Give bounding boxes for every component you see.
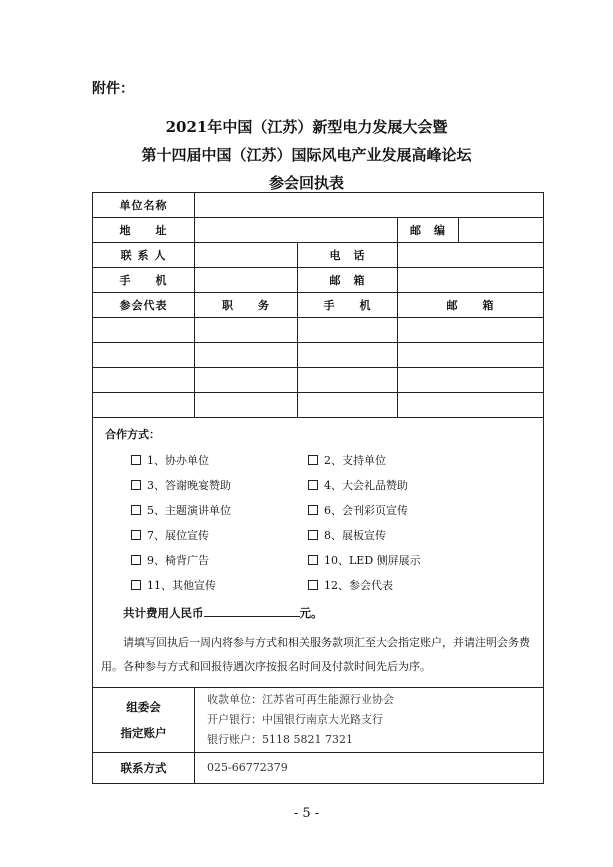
form-title: 参会回执表 (268, 174, 344, 192)
option-delegate[interactable] (308, 577, 508, 593)
option-label: 9、椅背广告 (147, 554, 209, 567)
checkbox-icon[interactable] (131, 530, 141, 540)
mobile-field[interactable] (195, 268, 298, 293)
address-label: 地 址 (93, 218, 195, 243)
option-other[interactable] (131, 577, 308, 593)
option-label: 10、LED 侧屏展示 (324, 554, 421, 567)
checkbox-icon[interactable] (308, 480, 318, 490)
account-label-line-2: 指定账户 (120, 726, 167, 740)
option-co-organizer[interactable] (131, 452, 308, 468)
option-label: 2、支持单位 (324, 454, 386, 467)
attachment-label: 附件： (92, 81, 134, 97)
checkbox-icon[interactable] (308, 455, 318, 465)
option-label: 6、会刊彩页宣传 (324, 504, 408, 517)
contact-person-label: 联 系 人 (93, 243, 195, 268)
mobile-label: 手 机 (93, 268, 195, 293)
registration-form (92, 192, 544, 784)
cooperation-title: 合作方式： (105, 428, 160, 441)
rep-name-field[interactable] (93, 393, 195, 418)
account-label-line-1: 组委会 (126, 700, 161, 714)
rep-position-field[interactable] (195, 343, 298, 368)
contact-person-field[interactable] (195, 243, 298, 268)
total-fee (123, 605, 543, 621)
fee-prefix: 共计费用人民币 (123, 606, 204, 620)
option-label: 11、其他宣传 (147, 579, 216, 592)
rep-header: 参会代表 (93, 293, 195, 318)
fee-suffix: 元。 (299, 606, 323, 620)
fee-amount-field[interactable] (204, 605, 300, 617)
address-field[interactable] (195, 218, 398, 243)
email-label: 邮 箱 (298, 268, 398, 293)
contact-value: 025-66772379 (195, 753, 544, 784)
title-line-1: 2021年中国（江苏）新型电力发展大会暨 (165, 118, 448, 136)
rep-mobile-field[interactable] (298, 393, 398, 418)
rep-email-field[interactable] (398, 368, 544, 393)
payment-note: 请填写回执后一周内将参与方式和相关服务款项汇至大会指定账户，并请注明会务费用。各种参与方式和回报待遇次序按报名时间及付款时间先后为序。 (101, 636, 530, 673)
option-led-screen[interactable] (308, 552, 508, 568)
rep-email-field[interactable] (398, 393, 544, 418)
option-display-board[interactable] (308, 527, 508, 543)
rep-mobile-header: 手 机 (298, 293, 398, 318)
title-line-2: 第十四届中国（江苏）国际风电产业发展高峰论坛 (141, 146, 472, 164)
rep-name-field[interactable] (93, 368, 195, 393)
phone-field[interactable] (398, 243, 544, 268)
checkbox-icon[interactable] (131, 555, 141, 565)
position-header: 职 务 (195, 293, 298, 318)
option-keynote[interactable] (131, 502, 308, 518)
checkbox-icon[interactable] (308, 580, 318, 590)
checkbox-icon[interactable] (131, 505, 141, 515)
unit-name-label: 单位名称 (93, 193, 195, 218)
bank-name: 开户银行：中国银行南京大光路支行 (207, 713, 383, 726)
rep-position-field[interactable] (195, 318, 298, 343)
checkbox-icon[interactable] (131, 480, 141, 490)
option-label: 12、参会代表 (324, 579, 393, 592)
contact-label: 联系方式 (93, 753, 195, 784)
account-details (195, 688, 544, 753)
unit-name-field[interactable] (195, 193, 544, 218)
option-label: 7、展位宣传 (147, 529, 209, 542)
rep-email-header: 邮 箱 (398, 293, 544, 318)
option-supporter[interactable] (308, 452, 508, 468)
rep-position-field[interactable] (195, 368, 298, 393)
rep-row (93, 343, 544, 368)
checkbox-icon[interactable] (131, 580, 141, 590)
account-label (93, 688, 195, 753)
rep-mobile-field[interactable] (298, 368, 398, 393)
option-gift-sponsor[interactable] (308, 477, 508, 493)
account-number: 银行账户：5118 5821 7321 (207, 733, 353, 746)
postcode-field[interactable] (459, 218, 544, 243)
option-label: 8、展板宣传 (324, 529, 386, 542)
rep-row (93, 318, 544, 343)
rep-position-field[interactable] (195, 393, 298, 418)
checkbox-icon[interactable] (131, 455, 141, 465)
cooperation-options (131, 452, 543, 593)
cooperation-section (93, 418, 544, 688)
rep-mobile-field[interactable] (298, 318, 398, 343)
option-booth[interactable] (131, 527, 308, 543)
option-chair-ad[interactable] (131, 552, 308, 568)
option-color-page[interactable] (308, 502, 508, 518)
option-label: 3、答谢晚宴赞助 (147, 479, 231, 492)
option-label: 4、大会礼品赞助 (324, 479, 408, 492)
phone-label: 电 话 (298, 243, 398, 268)
checkbox-icon[interactable] (308, 530, 318, 540)
option-label: 1、协办单位 (147, 454, 209, 467)
rep-row (93, 393, 544, 418)
postcode-label: 邮 编 (398, 218, 459, 243)
rep-name-field[interactable] (93, 343, 195, 368)
option-label: 5、主题演讲单位 (147, 504, 231, 517)
email-field[interactable] (398, 268, 544, 293)
page-number: - 5 - (293, 806, 320, 821)
rep-email-field[interactable] (398, 318, 544, 343)
rep-name-field[interactable] (93, 318, 195, 343)
rep-mobile-field[interactable] (298, 343, 398, 368)
checkbox-icon[interactable] (308, 555, 318, 565)
rep-email-field[interactable] (398, 343, 544, 368)
rep-row (93, 368, 544, 393)
checkbox-icon[interactable] (308, 505, 318, 515)
payee: 收款单位：江苏省可再生能源行业协会 (207, 693, 394, 706)
option-dinner-sponsor[interactable] (131, 477, 308, 493)
